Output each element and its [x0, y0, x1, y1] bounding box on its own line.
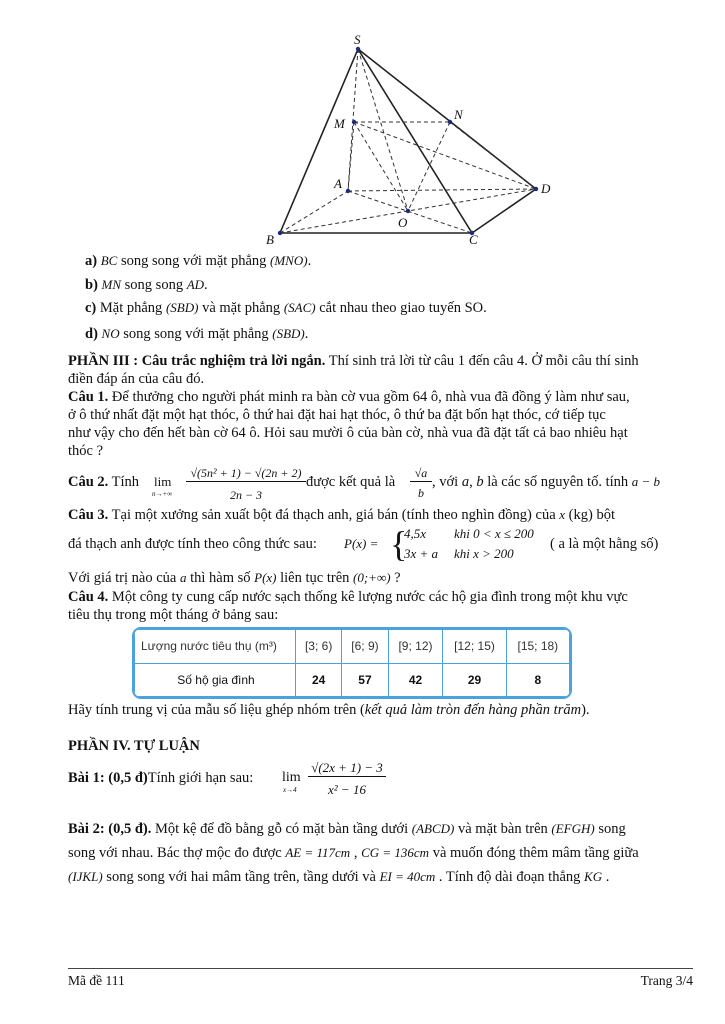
table-cell: 29 [443, 663, 506, 697]
bai-2: Bài 2: (0,5 đ). Một kệ để đồ bằng gỗ có mặt bàn tầng dưới (ABCD) và mặt bàn trên (EFGH) song song với nhau. Bác thợ mộc đo được AE = 117cm , CG = 136cm và muốn đóng thêm mâm tầng giữa (IJKL) song song với hai mâm tầng trên, tầng dưới và EI = 40cm . Tính độ dài đoạn thẳng KG . [68, 821, 639, 885]
q2-denominator: 2n − 3 [229, 488, 263, 502]
table-cell: 57 [342, 663, 388, 697]
option-a: a) BC song song với mặt phẳng (MNO). [85, 253, 312, 269]
q2-numerator: √(5n² + 1) − √(2n + 2) [186, 466, 306, 482]
label-m: M [334, 116, 345, 131]
question-4: Câu 4. Một công ty cung cấp nước sạch thống kê lượng nước các hộ gia đình trong một khu vực tiêu thụ trong một tháng ở bảng sau: [68, 589, 628, 623]
table-cell: [6; 9) [342, 630, 388, 664]
table-row-label: Số hộ gia đình [135, 663, 296, 697]
label-a: A [334, 176, 342, 191]
label-o: O [398, 215, 408, 230]
pyramid-figure [250, 30, 570, 250]
question-3-line1: Câu 3. Tại một xưởng sản xuất bột đá thạch anh, giá bán (tính theo nghìn đồng) của x (kg) bột [68, 507, 615, 523]
table-head-label: Lượng nước tiêu thụ (m³) [135, 630, 296, 664]
label-c: C [469, 232, 478, 247]
limit-symbol: lim [154, 474, 172, 489]
table-cell: [3; 6) [296, 630, 342, 664]
bai-1: Bài 1: (0,5 đ)Tính giới hạn sau: lim x→4 √(2x + 1) − 3 x² − 16 [68, 758, 708, 802]
pyramid-diagram [250, 30, 570, 250]
footer-divider [68, 968, 693, 969]
label-b: B [266, 232, 274, 247]
question-3-line3: Với giá trị nào của a thì hàm số P(x) liên tục trên (0;+∞) ? [68, 570, 401, 586]
table-cell: 42 [388, 663, 443, 697]
part3-intro: PHẦN III : Câu trắc nghiệm trả lời ngắn. Thí sinh trả lời từ câu 1 đến câu 4. Ở mỗi câu thí sinh điền đáp án của câu đó. [68, 353, 639, 387]
question-3-formula: đá thạch anh được tính theo công thức sau: P(x) = { 4,5x khi 0 < x ≤ 200 3x + a khi x > 200 ( a là một hằng số) [68, 524, 659, 564]
question-2: Câu 2. Tính lim n→+∞ √(5n² + 1) − √(2n + 2) 2n − 3 được kết quả là √a b , với a, b là các số nguyên tố. tính a − b [68, 466, 661, 502]
label-s: S [354, 32, 361, 47]
water-usage-table [132, 627, 572, 699]
question-4-ask: Hãy tính trung vị của mẫu số liệu ghép nhóm trên (kết quả làm tròn đến hàng phần trăm). [68, 702, 590, 718]
table-cell: [15; 18) [506, 630, 569, 664]
label-n: N [454, 107, 463, 122]
page-number: Trang 3/4 [640, 973, 693, 988]
question-1: Câu 1. Để thưởng cho người phát minh ra bàn cờ vua gồm 64 ô, nhà vua đã đồng ý làm như sau, ở ô thứ nhất đặt một hạt thóc, ô thứ hai đặt hai hạt thóc, ô thứ ba đặt bốn hạt thóc, cớ tiếp tục như vậy cho đến hết bàn cờ 64 ô. Hỏi sau mười ô của bàn cờ, nhà vua đã đặt tất cả bao nhiêu hạt thóc ? [68, 389, 630, 459]
option-b: b) MN song song AD. [85, 277, 208, 293]
table-row [135, 663, 570, 697]
part4-heading: PHẦN IV. TỰ LUẬN [68, 738, 200, 754]
option-d: d) NO song song với mặt phẳng (SBD). [85, 326, 309, 342]
option-c: c) Mặt phẳng (SBD) và mặt phẳng (SAC) cắt nhau theo giao tuyến SO. [85, 300, 487, 316]
table-cell: [9; 12) [388, 630, 443, 664]
table-cell: 24 [296, 663, 342, 697]
table-cell: [12; 15) [443, 630, 506, 664]
exam-code: Mã đề 111 [68, 973, 125, 988]
table-row [135, 630, 570, 664]
label-d: D [541, 181, 551, 196]
table-cell: 8 [506, 663, 569, 697]
